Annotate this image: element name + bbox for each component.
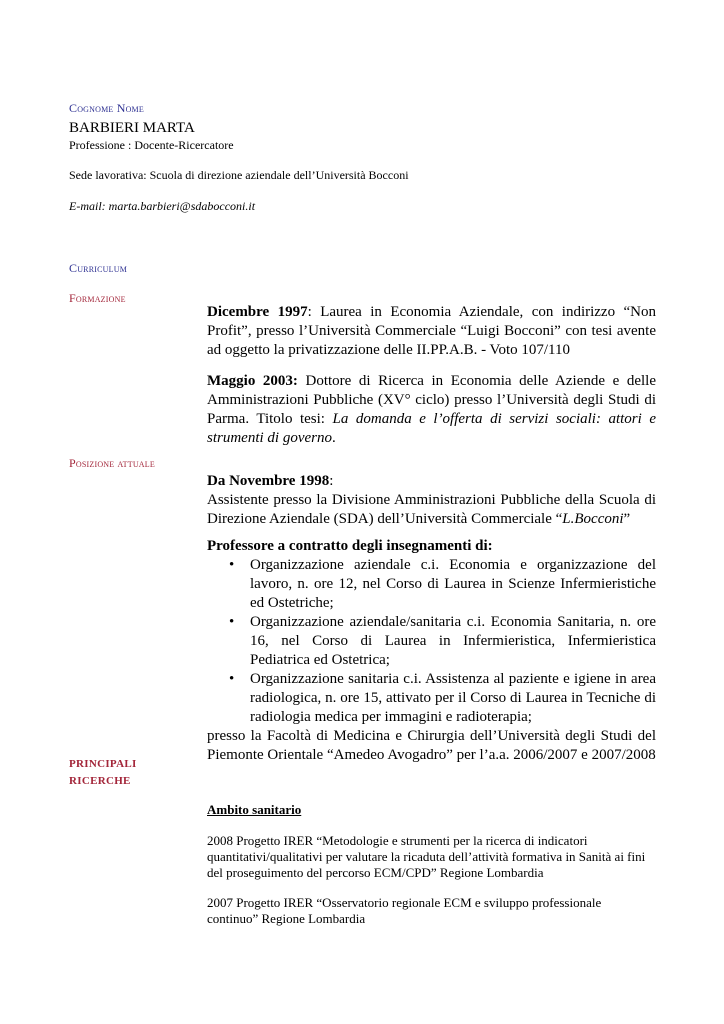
name-label: Cognome Nome <box>69 101 144 115</box>
posizione-colon: : <box>329 473 334 489</box>
person-name: BARBIERI MARTA <box>69 120 195 136</box>
professore-block <box>207 537 656 765</box>
bullet-icon: • <box>229 671 235 687</box>
bullet-icon: • <box>229 557 235 573</box>
formazione-date-2: Maggio 2003: <box>207 373 298 389</box>
workplace: Sede lavorativa: Scuola di direzione aziendale dell’Università Bocconi <box>69 168 409 182</box>
thesis-title: La domanda e l’offerta di servizi sociali: attori e strumenti di governo <box>207 411 656 446</box>
list-item-text: Organizzazione sanitaria c.i. Assistenza al paziente e igiene in area radiologica, n. ore 15, attivato per il Corso di Laurea in Tecniche di radiologia medica per immagini e radioterapia; <box>250 671 656 725</box>
section-formazione: Formazione <box>69 291 126 305</box>
professore-closing: presso la Facoltà di Medicina e Chirurgia dell’Università degli Studi del Piemonte Orientale “Amedeo Avogadro” per l’a.a. 2006/2007 e 2007/2008 <box>207 728 656 763</box>
formazione-entry-1 <box>207 303 656 360</box>
posizione-text-main: Assistente presso la Divisione Amministrazioni Pubbliche della Scuola di Direzione Aziendale (SDA) dell’Università Commerciale “ <box>207 492 656 527</box>
section-ricerche-line2: RICERCHE <box>69 775 131 787</box>
list-item-text: Organizzazione aziendale c.i. Economia e organizzazione del lavoro, n. ore 12, nel Corso di Laurea in Scienze Infermieristiche ed Ostetriche; <box>250 557 656 611</box>
posizione-date-line <box>207 472 656 491</box>
section-curriculum: Curriculum <box>69 261 128 275</box>
ricerche-heading: Ambito sanitario <box>207 802 302 817</box>
list-item <box>207 556 656 613</box>
posizione-date: Da Novembre 1998 <box>207 473 330 489</box>
posizione-close: ” <box>623 511 631 527</box>
ricerche-item-2: 2007 Progetto IRER “Osservatorio regionale ECM e sviluppo professionale continuo” Regione Lombardia <box>207 895 602 926</box>
email: E-mail: marta.barbieri@sdabocconi.it <box>69 199 256 213</box>
section-ricerche <box>69 756 137 790</box>
profession: Professione : Docente-Ricercatore <box>69 138 234 152</box>
professore-heading: Professore a contratto degli insegnamenti di: <box>207 538 493 554</box>
bullet-icon: • <box>229 614 235 630</box>
section-posizione: Posizione attuale <box>69 456 155 470</box>
list-item <box>207 613 656 670</box>
posizione-text <box>207 491 656 529</box>
posizione-block <box>207 472 656 529</box>
formazione-entry-2 <box>207 372 656 448</box>
ricerche-item-1: 2008 Progetto IRER “Metodologie e strumenti per la ricerca di indicatori quantitativi/qualitativi per valutare la ricaduta dell’attività formativa in Sanità ai fini del proseguimento del percorso ECM/CPD” Regione Lombardia <box>207 833 646 880</box>
teaching-list <box>207 556 656 727</box>
section-ricerche-line1: PRINCIPALI <box>69 758 137 770</box>
thesis-end: . <box>332 430 336 446</box>
list-item <box>207 670 656 727</box>
formazione-text-2: Dottore di Ricerca in Economia delle Aziende e delle Amministrazioni Pubbliche (XV° ciclo) presso l’Università degli Studi di Parma. Titolo tesi: <box>207 373 656 427</box>
posizione-italic: L.Bocconi <box>562 511 624 527</box>
formazione-date-1: Dicembre 1997 <box>207 304 308 320</box>
formazione-text-1: : Laurea in Economia Aziendale, con indirizzo “Non Profit”, presso l’Università Commerciale “Luigi Bocconi” con tesi avente ad oggetto la privatizzazione delle II.PP.A.B. - Voto 107/110 <box>207 304 656 358</box>
list-item-text: Organizzazione aziendale/sanitaria c.i. Economia Sanitaria, n. ore 16, nel Corso di Laurea in Infermieristica, Infermieristica Pediatrica ed Ostetrica; <box>250 614 656 668</box>
